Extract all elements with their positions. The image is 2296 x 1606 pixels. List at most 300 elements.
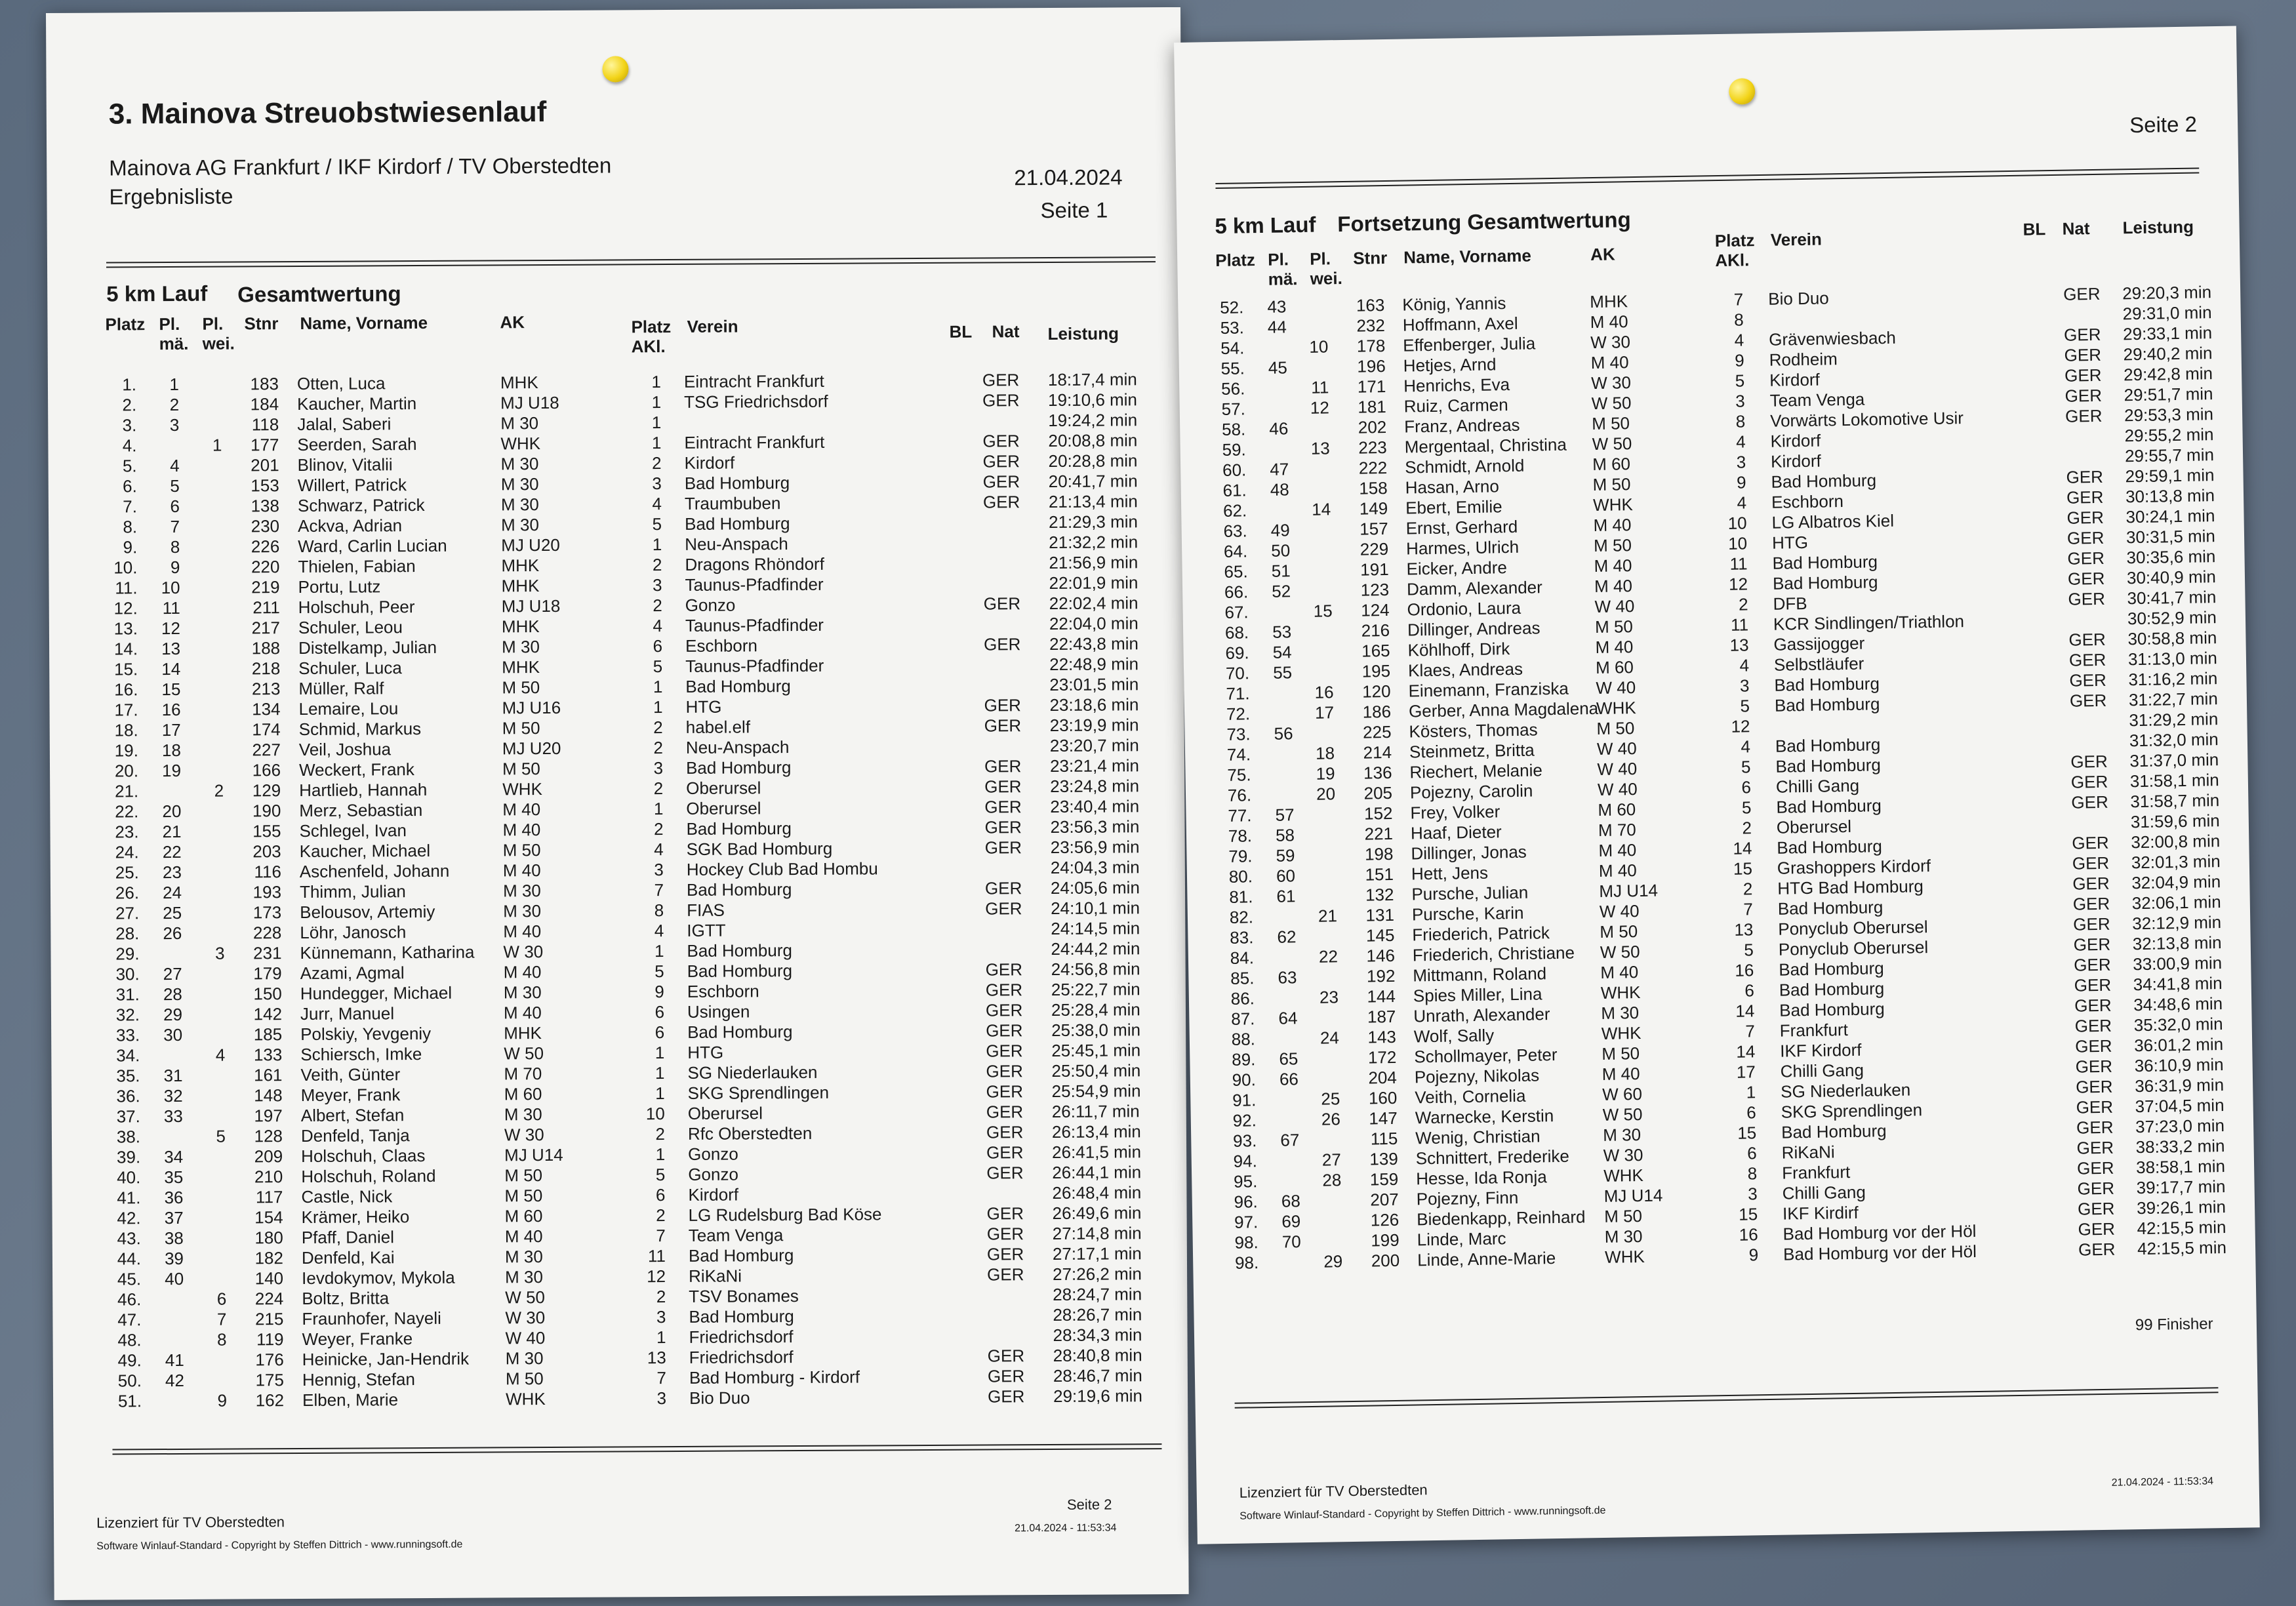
cell-name: Frey, Volker: [1410, 801, 1500, 823]
cell-platz: 1.: [122, 374, 137, 395]
cell-name: Pojezny, Finn: [1416, 1187, 1519, 1209]
cell-name: Meyer, Frank: [300, 1085, 401, 1105]
cell-platz: 38.: [116, 1127, 141, 1147]
cell-leistung: 31:59,6 min: [2130, 811, 2220, 832]
cell-platz: 89.: [1231, 1049, 1256, 1070]
cell-platz-akl: 4: [653, 616, 662, 636]
cell-name: Ordonio, Laura: [1407, 597, 1521, 620]
cell-platz: 39.: [116, 1147, 141, 1167]
cell-platz: 20.: [114, 761, 139, 781]
cell-altersklasse: M 40: [504, 1226, 543, 1247]
cell-altersklasse: M 30: [1601, 1003, 1640, 1023]
cell-nation: GER: [986, 1041, 1023, 1061]
cell-platz: 14.: [113, 639, 138, 659]
cell-altersklasse: M 30: [500, 413, 539, 433]
cell-startnummer: 197: [254, 1106, 283, 1126]
cell-platz-akl: 7: [656, 1226, 666, 1246]
cell-platz-akl: 7: [1745, 1021, 1756, 1041]
cell-pl-maennlich: 52: [1272, 581, 1291, 601]
cell-leistung: 30:35,6 min: [2126, 546, 2216, 568]
cell-nation: GER: [2076, 1137, 2114, 1158]
cell-altersklasse: M 30: [502, 881, 541, 901]
cell-name: Weyer, Franke: [302, 1329, 413, 1349]
cell-platz: 88.: [1231, 1029, 1256, 1049]
licence-note: Lizenziert für TV Oberstedten: [96, 1514, 285, 1531]
cell-leistung: 23:19,9 min: [1049, 715, 1139, 735]
cell-platz: 27.: [115, 903, 140, 923]
cell-pl-maennlich: [1261, 784, 1294, 785]
cell-pl-maennlich: 35: [164, 1167, 184, 1188]
col-pl-weiblich: Pl. wei.: [202, 313, 235, 353]
result-date: 21.04.2024: [1014, 165, 1123, 190]
cell-verein: Bad Homburg: [687, 1022, 793, 1042]
cell-startnummer: 179: [253, 963, 282, 984]
cell-pl-weiblich: [1307, 1068, 1340, 1069]
col-platz: Platz: [105, 314, 146, 334]
cell-startnummer: 193: [252, 882, 282, 902]
cell-name: Harmes, Ulrich: [1405, 536, 1520, 559]
cell-name: Hennig, Stefan: [302, 1369, 416, 1390]
cell-nation: GER: [985, 898, 1022, 919]
cell-altersklasse: W 50: [1602, 1104, 1643, 1125]
cell-leistung: 24:05,6 min: [1050, 877, 1140, 898]
race-name: 5 km Lauf: [106, 281, 208, 306]
cell-nation: GER: [2067, 548, 2105, 569]
cell-platz-akl: 10: [645, 1104, 665, 1124]
cell-name: Gerber, Anna Magdalena: [1408, 698, 1599, 721]
cell-verein: Bad Homburg: [1779, 958, 1884, 980]
cell-altersklasse: W 40: [505, 1328, 546, 1348]
cell-altersklasse: MJ U18: [500, 392, 559, 413]
results-table-page-2: [1178, 282, 2256, 1321]
cell-altersklasse: WHK: [1601, 1022, 1641, 1043]
cell-verein: Bad Homburg: [684, 473, 790, 493]
cell-platz: 31.: [115, 984, 140, 1005]
cell-startnummer: 203: [252, 841, 281, 862]
cell-pl-maennlich: 3: [169, 414, 180, 435]
cell-altersklasse: M 40: [1594, 576, 1633, 597]
cell-leistung: 25:28,4 min: [1051, 999, 1140, 1020]
cell-platz-akl: 15: [1737, 1123, 1757, 1143]
cell-verein: Frankfurt: [1779, 1020, 1849, 1041]
cell-altersklasse: M 30: [505, 1348, 544, 1369]
cell-verein: Bad Homburg: [1775, 755, 1882, 776]
cell-platz: 3.: [122, 415, 137, 435]
ranking-title: Gesamtwertung: [237, 281, 401, 307]
cell-pl-maennlich: 53: [1272, 622, 1292, 642]
cell-startnummer: 199: [1371, 1230, 1400, 1251]
cell-name: Ernst, Gerhard: [1405, 516, 1518, 538]
cell-nation: GER: [986, 1081, 1024, 1102]
cell-startnummer: 192: [1366, 965, 1396, 986]
licence-note: Lizenziert für TV Oberstedten: [1239, 1481, 1428, 1501]
cell-altersklasse: W 30: [505, 1308, 546, 1328]
cell-platz: 76.: [1227, 785, 1252, 805]
cell-startnummer: 184: [250, 394, 279, 414]
cell-pl-maennlich: 34: [164, 1146, 184, 1167]
cell-platz-akl: 16: [1735, 960, 1754, 980]
results-sheet-page-1: [46, 7, 1189, 1600]
cell-platz-akl: 5: [1741, 797, 1752, 818]
cell-verein: Bad Homburg: [1774, 673, 1880, 695]
cell-startnummer: 157: [1359, 518, 1388, 539]
cell-name: Krämer, Heiko: [301, 1207, 410, 1227]
cell-pl-maennlich: 39: [164, 1248, 184, 1269]
cell-verein: Kirdorf: [1770, 430, 1821, 451]
cell-name: Hartlieb, Hannah: [299, 779, 428, 800]
cell-pl-weiblich: [1299, 560, 1331, 561]
cell-nation: GER: [2070, 751, 2108, 772]
cell-platz-akl: 1: [651, 392, 662, 412]
cell-verein: IKF Kirdorf: [1780, 1039, 1862, 1061]
cell-nation: GER: [2072, 893, 2110, 914]
cell-verein: Frankfurt: [1781, 1162, 1851, 1183]
footer-divider: [1235, 1387, 2219, 1409]
cell-startnummer: 134: [252, 699, 281, 719]
cell-platz: 57.: [1221, 399, 1246, 419]
cell-pl-weiblich: 12: [1310, 397, 1330, 418]
cell-altersklasse: M 60: [504, 1084, 542, 1104]
cell-platz: 5.: [122, 456, 137, 476]
cell-startnummer: 200: [1371, 1250, 1400, 1271]
cell-platz-akl: 6: [1741, 777, 1752, 797]
cell-altersklasse: M 30: [503, 901, 542, 921]
event-title: 3. Mainova Streuobstwiesenlauf: [108, 96, 547, 130]
cell-verein: SKG Sprendlingen: [687, 1082, 830, 1103]
cell-nation: GER: [982, 472, 1020, 492]
cell-name: Kaucher, Martin: [297, 393, 417, 414]
cell-platz: 64.: [1223, 541, 1248, 561]
cell-platz-akl: 15: [1733, 858, 1753, 879]
cell-platz: 78.: [1228, 826, 1253, 846]
cell-altersklasse: MHK: [501, 576, 540, 596]
cell-name: Einemann, Franziska: [1408, 678, 1569, 701]
cell-platz: 58.: [1221, 419, 1246, 439]
cell-name: Dillinger, Jonas: [1411, 841, 1527, 864]
cell-verein: Friedrichsdorf: [689, 1347, 794, 1367]
cell-altersklasse: M 40: [1595, 637, 1634, 658]
cell-pl-maennlich: 9: [170, 557, 180, 578]
cell-altersklasse: W 30: [1590, 372, 1632, 393]
cell-pl-maennlich: 56: [1274, 723, 1293, 744]
cell-verein: Rfc Oberstedten: [687, 1123, 813, 1144]
cell-startnummer: 133: [253, 1045, 283, 1065]
cell-altersklasse: M 50: [1596, 718, 1635, 739]
cell-name: Friederich, Christiane: [1412, 942, 1575, 965]
cell-name: Henrichs, Eva: [1403, 374, 1510, 396]
cell-altersklasse: W 30: [1590, 332, 1631, 353]
cell-verein: Bad Homburg: [685, 757, 792, 778]
cell-platz: 82.: [1229, 907, 1254, 927]
cell-nation: GER: [2077, 1178, 2115, 1199]
cell-name: Schnittert, Frederike: [1415, 1146, 1570, 1169]
cell-platz-akl: 2: [653, 595, 662, 616]
cell-platz-akl: 2: [655, 1124, 666, 1144]
cell-platz: 13.: [113, 618, 138, 639]
cell-name: Pojezny, Carolin: [1409, 780, 1533, 803]
cell-nation: GER: [986, 1020, 1023, 1041]
cell-platz-akl: 12: [1731, 716, 1750, 736]
cell-nation: GER: [984, 715, 1022, 736]
cell-pl-maennlich: [1260, 703, 1293, 704]
cell-verein: Bad Homburg: [1777, 836, 1883, 858]
cell-startnummer: 220: [251, 557, 280, 577]
cell-leistung: 29:33,1 min: [2122, 323, 2213, 344]
cell-nation: GER: [2074, 1035, 2112, 1056]
cell-pl-weiblich: 18: [1315, 743, 1335, 763]
cell-name: Hoffmann, Axel: [1402, 313, 1518, 335]
cell-name: Linde, Anne-Marie: [1417, 1248, 1556, 1270]
cell-startnummer: 165: [1361, 640, 1390, 661]
cell-platz-akl: 9: [1736, 472, 1746, 492]
cell-pl-weiblich: 20: [1316, 784, 1336, 804]
cell-startnummer: 225: [1362, 721, 1392, 742]
cell-name: Denfeld, Kai: [301, 1247, 395, 1268]
cell-startnummer: 191: [1360, 559, 1389, 580]
cell-verein: LG Rudelsburg Bad Köse: [688, 1204, 882, 1225]
cell-nation: GER: [2073, 934, 2111, 955]
cell-leistung: 19:10,6 min: [1048, 390, 1138, 411]
footer-page-number: Seite 2: [1066, 1496, 1112, 1513]
cell-platz-akl: 13: [647, 1348, 666, 1368]
cell-pl-maennlich: 20: [162, 801, 182, 822]
cell-altersklasse: M 60: [504, 1206, 543, 1226]
cell-pl-maennlich: [1263, 906, 1296, 907]
cell-altersklasse: M 50: [505, 1369, 544, 1389]
cell-name: Holschuh, Claas: [301, 1145, 426, 1166]
cell-nation: GER: [984, 837, 1022, 858]
cell-leistung: 35:32,0 min: [2133, 1014, 2223, 1035]
cell-pl-maennlich: 60: [1276, 866, 1296, 886]
cell-startnummer: 119: [256, 1329, 284, 1350]
cell-startnummer: 146: [1366, 945, 1396, 966]
cell-verein: Gonzo: [688, 1164, 738, 1184]
cell-pl-weiblich: [1309, 1190, 1342, 1191]
cell-pl-maennlich: 28: [163, 984, 182, 1005]
col-leistung: Leistung: [2122, 216, 2194, 238]
cell-leistung: 21:13,4 min: [1048, 491, 1138, 512]
cell-pl-weiblich: 19: [1316, 763, 1335, 784]
cell-platz-akl: 2: [656, 1205, 666, 1226]
cell-pl-maennlich: 4: [170, 455, 180, 476]
cell-altersklasse: M 40: [502, 860, 541, 881]
cell-platz: 34.: [116, 1045, 140, 1066]
cell-pl-maennlich: 42: [165, 1370, 184, 1391]
cell-platz-akl: 13: [1729, 635, 1749, 655]
cell-platz: 79.: [1228, 846, 1253, 866]
cell-platz-akl: 3: [652, 473, 662, 494]
cell-leistung: 29:59,1 min: [2125, 465, 2215, 487]
cell-altersklasse: MJ U14: [1599, 880, 1659, 901]
cell-platz-akl: 2: [653, 778, 664, 799]
cell-verein: DFB: [1773, 593, 1807, 614]
cell-altersklasse: M 50: [504, 1165, 543, 1186]
cell-platz: 11.: [115, 578, 138, 598]
cell-startnummer: 219: [251, 577, 280, 597]
cell-platz-akl: 10: [1727, 513, 1747, 533]
organizers: Mainova AG Frankfurt / IKF Kirdorf / TV Oberstedten: [109, 153, 612, 180]
cell-startnummer: 202: [1358, 416, 1387, 437]
cell-verein: Taunus-Pfadfinder: [685, 614, 824, 635]
cell-platz-akl: 1: [651, 412, 662, 433]
cell-platz-akl: 4: [1737, 492, 1747, 513]
cell-platz: 43.: [117, 1228, 141, 1249]
cell-nation: GER: [986, 1061, 1023, 1081]
footer-timestamp: 21.04.2024 - 11:53:34: [1015, 1522, 1117, 1535]
cell-pl-maennlich: [1265, 1028, 1298, 1029]
cell-startnummer: 228: [252, 923, 282, 943]
cell-name: Otten, Luca: [296, 373, 386, 394]
cell-altersklasse: MJ U18: [501, 595, 561, 616]
cell-pl-maennlich: 13: [161, 638, 181, 659]
cell-leistung: 34:48,6 min: [2133, 994, 2223, 1015]
cell-nation: GER: [984, 695, 1021, 715]
cell-altersklasse: MHK: [1590, 291, 1628, 312]
header-divider: [1215, 167, 2199, 189]
col-leistung: Leistung: [1047, 323, 1119, 344]
cell-leistung: 22:02,4 min: [1049, 593, 1138, 614]
cell-platz-akl: 9: [1735, 350, 1744, 371]
cell-leistung: 32:06,1 min: [2131, 892, 2221, 913]
cell-nation: GER: [2063, 324, 2101, 345]
cell-nation: GER: [984, 756, 1022, 776]
cell-pl-maennlich: 48: [1270, 479, 1289, 500]
cell-startnummer: 139: [1369, 1148, 1399, 1169]
col-startnummer: Stnr: [244, 313, 279, 334]
cell-name: Haaf, Dieter: [1410, 822, 1502, 843]
cell-name: Ievdokymov, Mykola: [302, 1267, 455, 1288]
cell-platz-akl: 5: [653, 656, 663, 677]
col-nation: Nat: [2062, 218, 2090, 239]
cell-startnummer: 188: [251, 638, 281, 658]
cell-altersklasse: M 40: [1590, 352, 1629, 373]
cell-platz-akl: 1: [655, 1043, 665, 1063]
cell-altersklasse: M 30: [504, 1247, 543, 1267]
cell-platz-akl: 1: [653, 697, 663, 717]
cell-platz: 70.: [1225, 663, 1250, 683]
cell-verein: Kirdorf: [1769, 369, 1821, 390]
cell-verein: HTG: [1771, 532, 1809, 553]
cell-pl-maennlich: 62: [1277, 927, 1297, 947]
cell-pl-maennlich: 30: [163, 1024, 183, 1045]
cell-verein: habel.elf: [685, 717, 751, 737]
cell-altersklasse: M 30: [1604, 1226, 1643, 1247]
cell-pl-maennlich: [1267, 1150, 1300, 1151]
cell-altersklasse: W 30: [1603, 1144, 1643, 1165]
cell-verein: Bad Homburg: [1772, 552, 1878, 573]
cell-pl-maennlich: 10: [161, 577, 180, 598]
cell-platz: 52.: [1219, 297, 1244, 317]
cell-pl-weiblich: 9: [217, 1390, 228, 1411]
cell-altersklasse: M 40: [1598, 840, 1637, 860]
cell-platz: 59.: [1222, 439, 1246, 460]
cell-verein: Usingen: [687, 1001, 750, 1022]
cell-platz-akl: 1: [654, 941, 664, 961]
cell-name: Merz, Sebastian: [299, 800, 423, 820]
cell-startnummer: 150: [253, 984, 282, 1004]
cell-name: Löhr, Janosch: [300, 922, 407, 942]
cell-name: Thielen, Fabian: [298, 556, 416, 576]
cell-pl-weiblich: [1306, 1007, 1339, 1008]
cell-name: Kösters, Thomas: [1409, 719, 1538, 742]
cell-altersklasse: M 40: [503, 921, 542, 942]
cell-pl-maennlich: 47: [1270, 459, 1289, 479]
cell-verein: SG Niederlauken: [1781, 1079, 1911, 1102]
cell-startnummer: 221: [1364, 823, 1394, 844]
cell-nation: GER: [984, 817, 1022, 837]
cell-leistung: 29:19,6 min: [1053, 1386, 1143, 1406]
cell-altersklasse: MJ U14: [504, 1144, 563, 1165]
cell-startnummer: 138: [251, 496, 280, 516]
cell-verein: Grashoppers Kirdorf: [1777, 856, 1931, 878]
cell-pl-weiblich: 11: [1311, 377, 1329, 397]
cell-startnummer: 204: [1368, 1067, 1398, 1088]
cell-leistung: 31:32,0 min: [2129, 729, 2219, 751]
cell-altersklasse: W 30: [503, 942, 544, 962]
cell-platz: 80.: [1228, 866, 1253, 887]
cell-platz-akl: 2: [652, 555, 662, 575]
cell-altersklasse: MHK: [501, 555, 540, 576]
cell-startnummer: 140: [254, 1268, 284, 1289]
cell-startnummer: 229: [1359, 538, 1389, 559]
cell-platz: 83.: [1230, 927, 1254, 948]
cell-altersklasse: MJ U20: [501, 534, 560, 555]
cell-altersklasse: M 30: [501, 515, 539, 535]
cell-startnummer: 144: [1367, 986, 1396, 1007]
results-sheet-page-2: [1174, 26, 2260, 1544]
cell-platz: 51.: [117, 1391, 142, 1411]
cell-nation: GER: [2074, 974, 2112, 995]
cell-nation: GER: [2074, 995, 2112, 1016]
cell-platz-akl: 4: [654, 921, 664, 941]
cell-startnummer: 128: [254, 1126, 283, 1146]
cell-platz: 21.: [114, 781, 139, 801]
cell-platz-akl: 3: [654, 860, 664, 880]
cell-pl-maennlich: 68: [1281, 1191, 1301, 1211]
cell-verein: Oberursel: [687, 1103, 763, 1123]
cell-name: Schmid, Markus: [298, 719, 422, 739]
cell-verein: Bad Homburg: [688, 1245, 794, 1266]
cell-platz-akl: 5: [655, 1165, 666, 1185]
cell-pl-maennlich: [1268, 1252, 1301, 1253]
cell-verein: Eintracht Frankfurt: [684, 432, 825, 452]
cell-platz: 10.: [113, 557, 138, 578]
cell-platz: 97.: [1234, 1212, 1259, 1232]
cell-platz: 69.: [1225, 643, 1249, 663]
cell-nation: GER: [982, 451, 1020, 472]
cell-leistung: 29:55,2 min: [2124, 424, 2214, 446]
cell-name: Mergentaal, Christina: [1404, 434, 1567, 457]
cell-leistung: 23:40,4 min: [1050, 796, 1140, 816]
cell-startnummer: 124: [1361, 599, 1390, 620]
cell-name: Köhlhoff, Dirk: [1407, 639, 1510, 660]
cell-platz: 95.: [1233, 1171, 1258, 1192]
cell-leistung: 32:01,3 min: [2131, 851, 2221, 873]
cell-pl-maennlich: 51: [1271, 561, 1291, 581]
cell-leistung: 38:33,2 min: [2135, 1136, 2225, 1157]
cell-platz: 67.: [1224, 602, 1249, 622]
cell-verein: RiKaNi: [1781, 1142, 1835, 1163]
cell-platz-akl: 2: [652, 453, 662, 473]
cell-verein: Team Venga: [1769, 389, 1865, 411]
cell-platz: 65.: [1224, 561, 1248, 582]
cell-platz: 93.: [1232, 1131, 1257, 1151]
cell-nation: GER: [982, 370, 1020, 390]
cell-platz: 98.: [1234, 1253, 1259, 1273]
cell-platz-akl: 6: [655, 1185, 666, 1205]
cell-name: Veith, Günter: [300, 1064, 401, 1085]
cell-startnummer: 216: [1361, 620, 1390, 641]
